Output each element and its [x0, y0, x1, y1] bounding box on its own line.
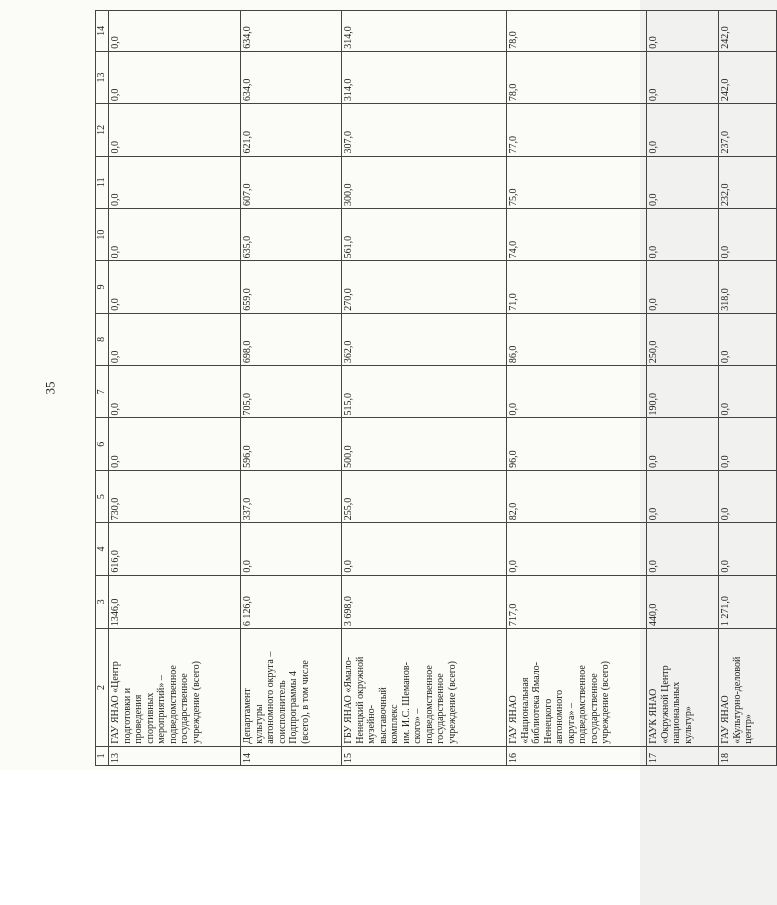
- value-cell: 0,0: [719, 313, 777, 365]
- value-cell: 0,0: [109, 313, 241, 365]
- column-number-header: 11: [96, 156, 109, 208]
- value-cell: 0,0: [241, 523, 342, 575]
- value-cell: 0,0: [109, 51, 241, 103]
- value-cell: 0,0: [719, 208, 777, 260]
- column-number-header: 7: [96, 366, 109, 418]
- value-cell: 0,0: [647, 11, 719, 52]
- organization-name: ГАУК ЯНАО «Окружной Центр национальных культур»: [647, 629, 719, 747]
- page-number: 35: [42, 381, 58, 395]
- value-cell: 635,0: [241, 208, 342, 260]
- value-cell: 0,0: [507, 366, 647, 418]
- value-cell: 78,0: [507, 51, 647, 103]
- row-index: 17: [647, 746, 719, 765]
- value-cell: 255,0: [342, 470, 507, 522]
- value-cell: 0,0: [719, 366, 777, 418]
- value-cell: 561,0: [342, 208, 507, 260]
- value-cell: 75,0: [507, 156, 647, 208]
- value-cell: 190,0: [647, 366, 719, 418]
- value-cell: 0,0: [647, 104, 719, 156]
- value-cell: 515,0: [342, 366, 507, 418]
- column-number-header: 14: [96, 11, 109, 52]
- value-cell: 0,0: [109, 104, 241, 156]
- value-cell: 0,0: [109, 418, 241, 470]
- organization-name: ГАУ ЯНАО «Культурно-деловой центр»: [719, 629, 777, 747]
- value-cell: 1346,0: [109, 575, 241, 628]
- value-cell: 77,0: [507, 104, 647, 156]
- value-cell: 71,0: [507, 261, 647, 313]
- value-cell: 314,0: [342, 11, 507, 52]
- budget-table: [95, 10, 777, 766]
- blank-area: [0, 770, 640, 905]
- value-cell: 0,0: [647, 261, 719, 313]
- value-cell: 0,0: [647, 470, 719, 522]
- value-cell: 318,0: [719, 261, 777, 313]
- row-index: 14: [241, 746, 342, 765]
- organization-name: Департамент культуры автономного округа – соисполнитель Подпрограммы 4 (всего), в том числе: [241, 629, 342, 747]
- organization-name: ГАУ ЯНАО «Центр подготовки и проведения спортивных мероприятий» – подведомственное государственное учреждение (всего): [109, 629, 241, 747]
- value-cell: 250,0: [647, 313, 719, 365]
- row-index: 13: [109, 746, 241, 765]
- rotated-table-wrapper: [95, 10, 754, 766]
- value-cell: 0,0: [109, 261, 241, 313]
- value-cell: 621,0: [241, 104, 342, 156]
- value-cell: 616,0: [109, 523, 241, 575]
- row-index: 18: [719, 746, 777, 765]
- column-number-header: 9: [96, 261, 109, 313]
- value-cell: 270,0: [342, 261, 507, 313]
- value-cell: 82,0: [507, 470, 647, 522]
- value-cell: 237,0: [719, 104, 777, 156]
- value-cell: 659,0: [241, 261, 342, 313]
- column-number-header: 4: [96, 523, 109, 575]
- organization-name: ГАУ ЯНАО «Национальная библиотека Ямало- Ненецкого автономного округа» – подведомственное государственное учреждение (всего): [507, 629, 647, 747]
- header-row: [96, 11, 109, 766]
- value-cell: 440,0: [647, 575, 719, 628]
- value-cell: 96,0: [507, 418, 647, 470]
- table-row: [719, 11, 777, 766]
- value-cell: 78,0: [507, 11, 647, 52]
- value-cell: 6 126,0: [241, 575, 342, 628]
- column-number-header: 6: [96, 418, 109, 470]
- value-cell: 86,0: [507, 313, 647, 365]
- value-cell: 300,0: [342, 156, 507, 208]
- column-number-header: 1: [96, 746, 109, 765]
- column-number-header: 10: [96, 208, 109, 260]
- table-row: [342, 11, 507, 766]
- value-cell: 634,0: [241, 51, 342, 103]
- value-cell: 607,0: [241, 156, 342, 208]
- value-cell: 730,0: [109, 470, 241, 522]
- value-cell: 634,0: [241, 11, 342, 52]
- value-cell: 705,0: [241, 366, 342, 418]
- value-cell: 74,0: [507, 208, 647, 260]
- value-cell: 232,0: [719, 156, 777, 208]
- value-cell: 596,0: [241, 418, 342, 470]
- organization-name: ГБУ ЯНАО «Ямало- Ненецкий окружной музейно- выставочный комплекс им. И.С. Шеманов- ского» – подведомственное государственное учреждение (всего): [342, 629, 507, 747]
- column-number-header: 2: [96, 629, 109, 747]
- value-cell: 0,0: [507, 523, 647, 575]
- value-cell: 0,0: [647, 156, 719, 208]
- value-cell: 500,0: [342, 418, 507, 470]
- value-cell: 0,0: [647, 51, 719, 103]
- table-row: [241, 11, 342, 766]
- row-index: 16: [507, 746, 647, 765]
- value-cell: 3 698,0: [342, 575, 507, 628]
- column-number-header: 5: [96, 470, 109, 522]
- value-cell: 307,0: [342, 104, 507, 156]
- value-cell: 314,0: [342, 51, 507, 103]
- value-cell: 0,0: [342, 523, 507, 575]
- value-cell: 0,0: [719, 418, 777, 470]
- table-row: [109, 11, 241, 766]
- value-cell: 242,0: [719, 11, 777, 52]
- value-cell: 337,0: [241, 470, 342, 522]
- row-index: 15: [342, 746, 507, 765]
- value-cell: 0,0: [647, 208, 719, 260]
- value-cell: 1 271,0: [719, 575, 777, 628]
- value-cell: 0,0: [109, 11, 241, 52]
- value-cell: 0,0: [647, 523, 719, 575]
- column-number-header: 3: [96, 575, 109, 628]
- value-cell: 0,0: [647, 418, 719, 470]
- column-number-header: 8: [96, 313, 109, 365]
- value-cell: 698,0: [241, 313, 342, 365]
- table-row: [647, 11, 719, 766]
- column-number-header: 12: [96, 104, 109, 156]
- value-cell: 362,0: [342, 313, 507, 365]
- value-cell: 0,0: [109, 208, 241, 260]
- value-cell: 0,0: [109, 366, 241, 418]
- value-cell: 242,0: [719, 51, 777, 103]
- value-cell: 0,0: [719, 523, 777, 575]
- value-cell: 0,0: [109, 156, 241, 208]
- column-number-header: 13: [96, 51, 109, 103]
- table-row: [507, 11, 647, 766]
- value-cell: 717,0: [507, 575, 647, 628]
- value-cell: 0,0: [719, 470, 777, 522]
